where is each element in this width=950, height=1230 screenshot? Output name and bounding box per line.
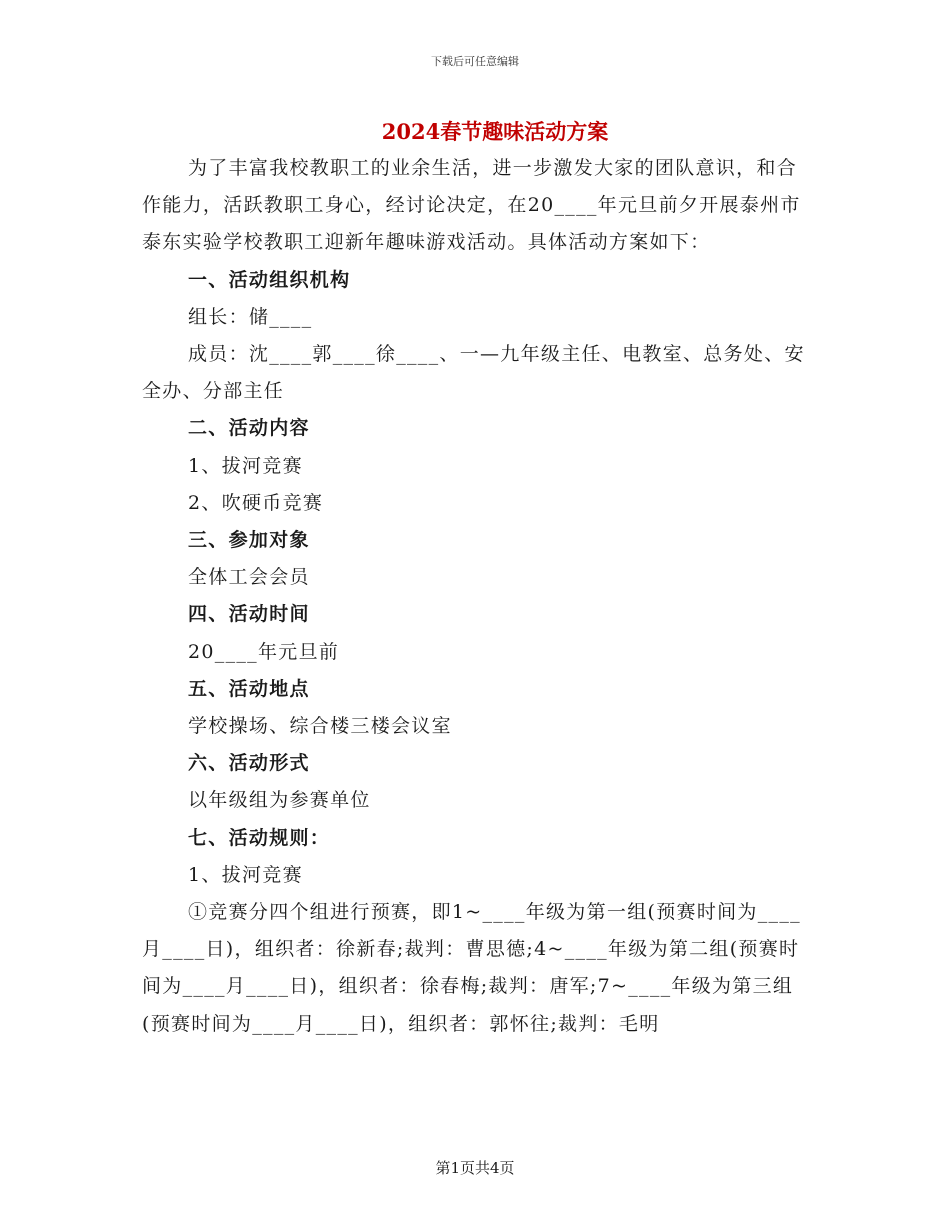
section-heading-form: 六、活动形式	[188, 752, 310, 775]
section-heading-rules: 七、活动规则：	[188, 826, 331, 849]
section-heading-place: 五、活动地点	[188, 677, 310, 700]
intro-paragraph: 为了丰富我校教职工的业余生活，进一步激发大家的团队意识，和合作能力，活跃教职工身心，经讨论决定，在20____年元旦前夕开展泰州市泰东实验学校教职工迎新年趣味游戏活动。具体活动方案如下：	[142, 157, 801, 254]
form-text: 以年级组为参赛单位	[188, 789, 371, 812]
document-title: 2024春节趣味活动方案	[381, 119, 609, 144]
org-members: 成员：沈____郭____徐____、一—九年级主任、电教室、总务处、安全办、分部主任	[142, 343, 805, 403]
place-text: 学校操场、综合楼三楼会议室	[188, 715, 452, 738]
time-text: 20____年元旦前	[188, 640, 340, 663]
header-note: 下载后可任意编辑	[431, 55, 519, 68]
content-item-1: 1、拔河竞赛	[188, 454, 303, 477]
section-heading-participants: 三、参加对象	[188, 529, 310, 552]
org-leader: 组长：储____	[188, 305, 313, 328]
rules-paragraph-1: ①竞赛分四个组进行预赛，即1~____年级为第一组(预赛时间为____月____日)，组织者：徐新春;裁判：曹思德;4~____年级为第二组(预赛时间为____月____日)，组织者：徐春梅;裁判：唐军;7~____年级为第三组(预赛时间为____月____日)，组织者：郭怀往;裁判：毛明	[142, 901, 801, 1035]
section-heading-content: 二、活动内容	[188, 417, 310, 440]
section-heading-time: 四、活动时间	[188, 603, 310, 626]
participants-text: 全体工会会员	[188, 566, 310, 589]
rules-sub-1: 1、拔河竞赛	[188, 863, 303, 886]
content-item-2: 2、吹硬币竞赛	[188, 491, 324, 514]
page-footer: 第1页共4页	[435, 1159, 515, 1177]
document-body	[142, 150, 812, 1043]
section-heading-org: 一、活动组织机构	[188, 268, 351, 291]
